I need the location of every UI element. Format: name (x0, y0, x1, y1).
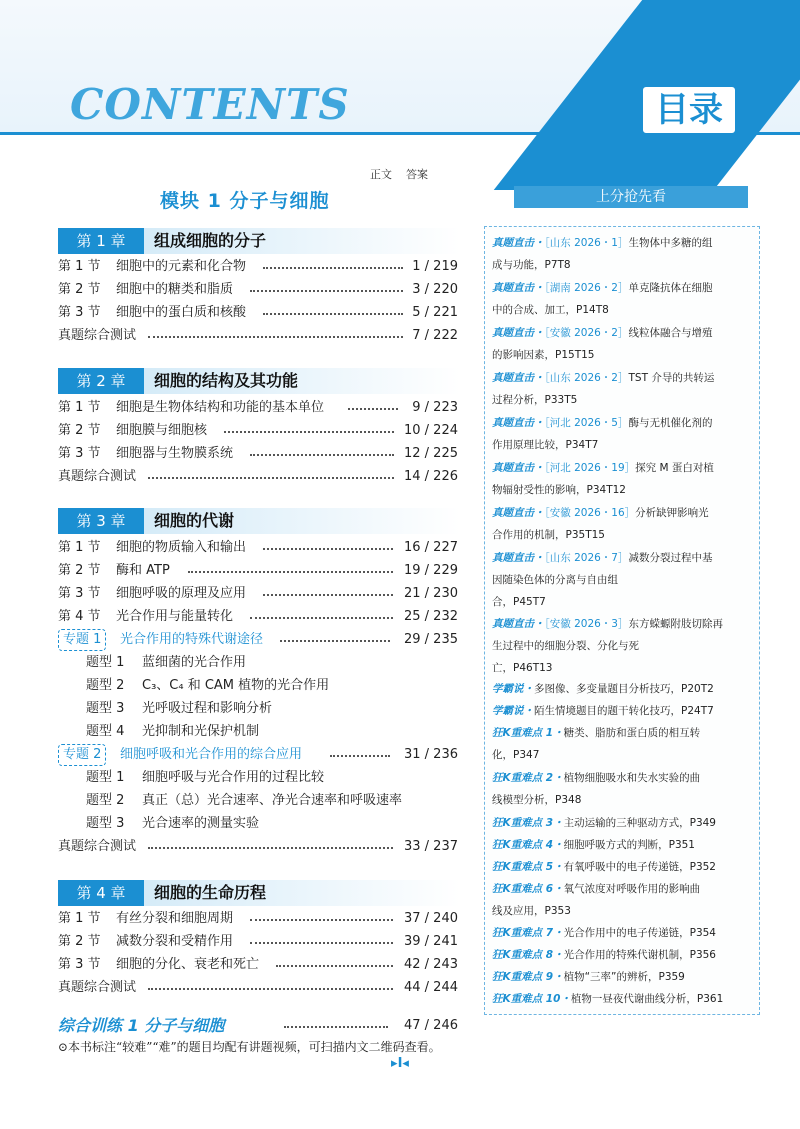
highlight-item[interactable] (492, 878, 750, 922)
item-text: 物辐射受性的影响，P34T12 (492, 484, 626, 496)
item-text: 光合作用的特殊代谢机制，P356 (563, 949, 716, 961)
dot-leader (280, 640, 390, 642)
question-type-label: 题型 1 (86, 655, 125, 670)
dot-leader (263, 594, 393, 596)
item-text: 成与功能，P7T8 (492, 259, 571, 271)
page-ref: 33 / 237 (404, 839, 458, 854)
contents-title: CONTENTS (70, 80, 350, 129)
toc-row[interactable] (58, 908, 458, 930)
section-label: 真题综合测试 (58, 469, 137, 484)
item-text: 线及应用，P353 (492, 905, 571, 917)
chapter-title: 细胞的生命历程 (154, 883, 267, 902)
item-label: 真题直击・ (492, 462, 545, 474)
item-text: 生过程中的细胞分裂、分化与死 (492, 640, 639, 652)
item-text: 的影响因素，P15T15 (492, 349, 595, 361)
page-ref: 1 / 219 (412, 259, 458, 274)
page-ref: 39 / 241 (404, 934, 458, 949)
item-label: 真题直击・ (492, 618, 545, 630)
toc-row[interactable] (58, 279, 458, 301)
toc-row[interactable] (58, 836, 458, 858)
page-ref: 25 / 232 (404, 609, 458, 624)
item-source: ［安徽 2026・16］ (544, 507, 636, 519)
item-source: ［山东 2026・2］ (544, 372, 629, 384)
item-source: ［河北 2026・19］ (544, 462, 636, 474)
section-label: 第 3 节 (58, 446, 101, 461)
highlight-item[interactable] (492, 502, 750, 546)
toc-row[interactable] (58, 466, 458, 488)
toc-row[interactable] (58, 954, 458, 976)
right-panel-title: 上分抢先看 (514, 186, 748, 208)
item-label: 狂K重难点 4・ (492, 839, 564, 851)
mulu-badge (640, 84, 738, 136)
section-label: 真题综合测试 (58, 839, 137, 854)
dot-leader (263, 548, 393, 550)
item-source: ［山东 2026・1］ (544, 237, 629, 249)
section-title: 细胞中的糖类和脂质 (116, 282, 234, 297)
highlight-item[interactable] (492, 922, 750, 944)
highlight-item[interactable] (492, 966, 750, 988)
item-text: 作用原理比较，P34T7 (492, 439, 599, 451)
section-title: 细胞中的蛋白质和核酸 (116, 305, 247, 320)
highlight-item[interactable] (492, 277, 750, 321)
highlight-item[interactable] (492, 547, 750, 613)
section-title: 细胞呼吸的原理及应用 (116, 586, 247, 601)
mulu-text: 目录 (655, 90, 723, 130)
question-type-title: 蓝细菌的光合作用 (142, 655, 247, 670)
question-type-row[interactable] (58, 652, 458, 674)
dot-leader (330, 755, 390, 757)
toc-row[interactable] (58, 397, 458, 419)
question-type-row[interactable] (58, 675, 458, 697)
section-label: 第 3 节 (58, 957, 101, 972)
chapter-title: 细胞的结构及其功能 (154, 371, 299, 390)
page-ref: 31 / 236 (404, 747, 458, 762)
item-text: 单克隆抗体在细胞 (628, 282, 713, 294)
dot-leader (148, 336, 403, 338)
item-text: 线模型分析，P348 (492, 794, 582, 806)
highlight-item[interactable] (492, 812, 750, 834)
section-label: 第 3 节 (58, 305, 101, 320)
toc-row[interactable] (58, 537, 458, 559)
section-title: 细胞是生物体结构和功能的基本单位 (116, 400, 325, 415)
toc-row[interactable] (58, 606, 458, 628)
page-ref: 3 / 220 (412, 282, 458, 297)
item-label: 真题直击・ (492, 327, 545, 339)
comprehensive-training[interactable] (58, 1014, 458, 1038)
item-label: 狂K重难点 10・ (492, 993, 571, 1005)
item-text: 化，P347 (492, 749, 540, 761)
page-ref: 7 / 222 (412, 328, 458, 343)
section-title: 细胞膜与细胞核 (116, 423, 208, 438)
dot-leader (263, 267, 403, 269)
item-text: 糖类、脂肪和蛋白质的相互转 (563, 727, 701, 739)
question-type-row[interactable] (58, 767, 458, 789)
chapter-1-header[interactable] (58, 228, 460, 254)
toc-row[interactable] (58, 560, 458, 582)
toc-row[interactable] (58, 420, 458, 442)
highlight-item[interactable] (492, 367, 750, 411)
item-text: 陌生情境题目的题干转化技巧，P24T7 (534, 705, 714, 717)
highlight-item[interactable] (492, 767, 750, 811)
item-label: 学霸说・ (492, 705, 534, 717)
dot-leader (284, 1026, 388, 1028)
item-text: 亡，P46T13 (492, 662, 553, 674)
question-type-title: 光抑制和光保护机制 (142, 724, 260, 739)
item-label: 狂K重难点 7・ (492, 927, 564, 939)
footnote: ⊙本书标注“较难”“难”的题目均配有讲题视频，可扫描内文二维码查看。 (58, 1040, 441, 1054)
item-text: 因随染色体的分离与自由组 (492, 574, 618, 586)
dot-leader (250, 454, 394, 456)
highlight-item[interactable] (492, 412, 750, 456)
toc-row[interactable] (58, 443, 458, 465)
dot-leader (148, 847, 393, 849)
item-label: 狂K重难点 2・ (492, 772, 564, 784)
special-topic-1[interactable] (58, 629, 458, 651)
item-text: 生物体中多糖的组 (628, 237, 713, 249)
col-head-answer: 答案 (406, 168, 428, 181)
item-text: 光合作用中的电子传递链，P354 (563, 927, 716, 939)
section-label: 真题综合测试 (58, 980, 137, 995)
highlight-item[interactable] (492, 678, 750, 700)
question-type-label: 题型 3 (86, 701, 125, 716)
question-type-title: 光合速率的测量实验 (142, 816, 260, 831)
dot-leader (263, 313, 403, 315)
item-text: 多图像、多变量题目分析技巧，P20T2 (534, 683, 714, 695)
chapter-tag: 第 2 章 (58, 368, 144, 394)
chapter-4-header[interactable] (58, 880, 460, 906)
item-source: ［安徽 2026・3］ (544, 618, 629, 630)
section-title: 细胞中的元素和化合物 (116, 259, 247, 274)
page-ref: 14 / 226 (404, 469, 458, 484)
chapter-tag: 第 4 章 (58, 880, 144, 906)
module-title: 模块 1 分子与细胞 (160, 190, 330, 212)
item-text: 植物“三率”的辨析，P359 (563, 971, 685, 983)
section-label: 第 1 节 (58, 911, 101, 926)
chapter-title: 细胞的代谢 (154, 511, 235, 530)
item-label: 狂K重难点 3・ (492, 817, 564, 829)
section-label: 真题综合测试 (58, 328, 137, 343)
chapter-title: 组成细胞的分子 (154, 231, 267, 250)
page-ref: 12 / 225 (404, 446, 458, 461)
page-ref: 10 / 224 (404, 423, 458, 438)
page-ref: 47 / 246 (404, 1018, 458, 1033)
section-label: 第 2 节 (58, 563, 101, 578)
question-type-label: 题型 2 (86, 678, 125, 693)
item-source: ［安徽 2026・2］ (544, 327, 629, 339)
item-text: 酶与无机催化剂的 (628, 417, 713, 429)
section-title: 光合作用与能量转化 (116, 609, 234, 624)
question-type-row[interactable] (58, 698, 458, 720)
highlight-item[interactable] (492, 232, 750, 276)
item-text: 中的合成、加工，P14T8 (492, 304, 609, 316)
item-label: 真题直击・ (492, 552, 545, 564)
highlight-item[interactable] (492, 834, 750, 856)
item-text: 减数分裂过程中基 (628, 552, 713, 564)
question-type-label: 题型 3 (86, 816, 125, 831)
toc-row[interactable] (58, 256, 458, 278)
page-ref: 16 / 227 (404, 540, 458, 555)
special-topic-title: 细胞呼吸和光合作用的综合应用 (120, 747, 303, 762)
question-type-row[interactable] (58, 813, 458, 835)
highlight-item[interactable] (492, 722, 750, 766)
chapter-2-header[interactable] (58, 368, 460, 394)
highlight-item[interactable] (492, 322, 750, 366)
toc-row[interactable] (58, 302, 458, 324)
page-ref: 9 / 223 (412, 400, 458, 415)
section-title: 细胞器与生物膜系统 (116, 446, 234, 461)
question-type-title: 细胞呼吸与光合作用的过程比较 (142, 770, 325, 785)
item-text: 有氧呼吸中的电子传递链，P352 (563, 861, 716, 873)
item-label: 狂K重难点 5・ (492, 861, 564, 873)
item-label: 学霸说・ (492, 683, 534, 695)
question-type-title: 光呼吸过程和影响分析 (142, 701, 273, 716)
chapter-3-header[interactable] (58, 508, 460, 534)
item-text: 细胞呼吸方式的判断，P351 (563, 839, 695, 851)
item-label: 真题直击・ (492, 417, 545, 429)
section-title: 有丝分裂和细胞周期 (116, 911, 234, 926)
section-label: 第 3 节 (58, 586, 101, 601)
item-text: 合作用的机制，P35T15 (492, 529, 605, 541)
dot-leader (188, 571, 393, 573)
toc-row[interactable] (58, 931, 458, 953)
special-topic-label: 专题 1 (58, 629, 106, 651)
dot-leader (250, 290, 403, 292)
section-label: 第 2 节 (58, 423, 101, 438)
item-text: 合，P45T7 (492, 596, 546, 608)
special-topic-title: 光合作用的特殊代谢途径 (120, 632, 264, 647)
dot-leader (276, 965, 393, 967)
chapter-tag: 第 1 章 (58, 228, 144, 254)
dot-leader (348, 408, 398, 410)
question-type-row[interactable] (58, 790, 458, 812)
toc-row[interactable] (58, 977, 458, 999)
item-source: ［湖南 2026・2］ (544, 282, 629, 294)
item-text: TST 介导的共转运 (628, 372, 715, 384)
highlight-item[interactable] (492, 856, 750, 878)
section-title: 细胞的分化、衰老和死亡 (116, 957, 260, 972)
item-label: 真题直击・ (492, 372, 545, 384)
section-label: 第 1 节 (58, 540, 101, 555)
item-label: 狂K重难点 6・ (492, 883, 564, 895)
highlight-item[interactable] (492, 700, 750, 722)
item-text: 氧气浓度对呼吸作用的影响曲 (563, 883, 701, 895)
section-label: 第 4 节 (58, 609, 101, 624)
item-label: 真题直击・ (492, 237, 545, 249)
question-type-row[interactable] (58, 721, 458, 743)
chapter-tag: 第 3 章 (58, 508, 144, 534)
section-label: 第 2 节 (58, 282, 101, 297)
item-text: 过程分析，P33T5 (492, 394, 578, 406)
item-text: 植物细胞吸水和失水实验的曲 (563, 772, 701, 784)
item-text: 探究 M 蛋白对植 (635, 462, 714, 474)
item-label: 真题直击・ (492, 507, 545, 519)
item-text: 分析缺钾影响光 (635, 507, 709, 519)
page-ref: 42 / 243 (404, 957, 458, 972)
page-ref: 19 / 229 (404, 563, 458, 578)
page-ref: 29 / 235 (404, 632, 458, 647)
col-head-main: 正文 (370, 168, 392, 181)
section-title: 减数分裂和受精作用 (116, 934, 234, 949)
page-ref: 37 / 240 (404, 911, 458, 926)
section-label: 第 1 节 (58, 400, 101, 415)
question-type-label: 题型 4 (86, 724, 125, 739)
highlight-item[interactable] (492, 944, 750, 966)
item-label: 狂K重难点 1・ (492, 727, 564, 739)
training-title: 综合训练 1 分子与细胞 (58, 1016, 225, 1035)
item-label: 狂K重难点 8・ (492, 949, 564, 961)
dot-leader (224, 431, 394, 433)
question-type-title: 真正（总）光合速率、净光合速率和呼吸速率 (142, 793, 403, 808)
dot-leader (250, 617, 393, 619)
dot-leader (250, 942, 393, 944)
section-title: 细胞的物质输入和输出 (116, 540, 247, 555)
page-ref: 21 / 230 (404, 586, 458, 601)
item-text: 线粒体融合与增殖 (628, 327, 713, 339)
highlight-item[interactable] (492, 457, 750, 501)
question-type-title: C₃、C₄ 和 CAM 植物的光合作用 (142, 678, 330, 693)
item-label: 狂K重难点 9・ (492, 971, 564, 983)
item-source: ［山东 2026・7］ (544, 552, 629, 564)
item-text: 东方蝾螈附肢切除再 (628, 618, 723, 630)
page-header (0, 0, 800, 140)
item-text: 植物一昼夜代谢曲线分析，P361 (570, 993, 724, 1005)
question-type-label: 题型 1 (86, 770, 125, 785)
item-text: 主动运输的三种驱动方式，P349 (563, 817, 716, 829)
page-ref: 5 / 221 (412, 305, 458, 320)
dot-leader (148, 477, 394, 479)
highlight-item[interactable] (492, 988, 750, 1010)
question-type-label: 题型 2 (86, 793, 125, 808)
toc-row[interactable] (58, 583, 458, 605)
special-topic-2[interactable] (58, 744, 458, 766)
section-label: 第 1 节 (58, 259, 101, 274)
special-topic-label: 专题 2 (58, 744, 106, 766)
section-label: 第 2 节 (58, 934, 101, 949)
dot-leader (250, 919, 393, 921)
item-label: 真题直击・ (492, 282, 545, 294)
item-source: ［河北 2026・5］ (544, 417, 629, 429)
page-number: ▸I◂ (391, 1056, 409, 1071)
section-title: 酶和 ATP (116, 563, 170, 578)
toc-row[interactable] (58, 325, 458, 347)
highlight-item[interactable] (492, 613, 750, 679)
dot-leader (148, 988, 393, 990)
page-ref: 44 / 244 (404, 980, 458, 995)
